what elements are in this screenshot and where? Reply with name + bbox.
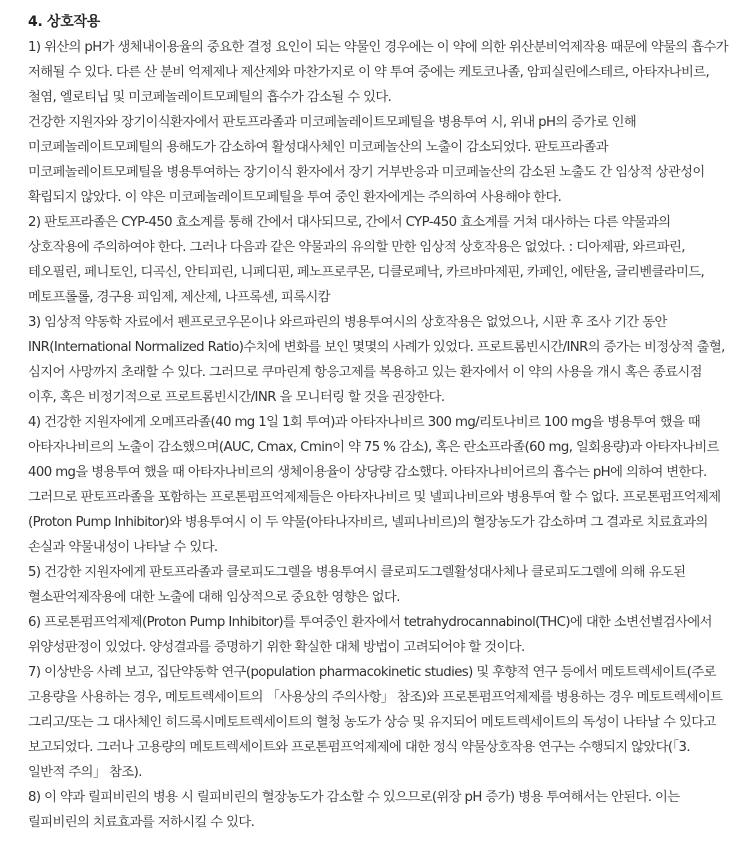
- paragraph-7-methotrexate: 7) 이상반응 사례 보고, 집단약동학 연구(population pharmacokinetic studies) 및 후향적 연구 등에서 메토트렉세이트(주로 고용량을 사용하는 경우, 메토트렉세이트의 「사용상의 주의사항」 참조)와 프로톤펌프억제제를 병용하는 경우 메토트렉세이트 그리고/또는 그 대사체인 히드록시메토트렉세이트의 혈청 농도가 상승 및 유지되어 메토트렉세이트의 독성이 나타날 수 있다고 보고되었다. 그러나 고용량의 메토트렉세이트와 프로톤펌프억제제에 대한 정식 약물상호작용 연구는 수행되지 않았다(「3. 일반적 주의」 참조).: [28, 665, 723, 780]
- paragraph-8-rilpivirine: 8) 이 약과 릴피비린의 병용 시 릴피비린의 혈장농도가 감소할 수 있으므로(위장 pH 증가) 병용 투여해서는 안된다. 이는 릴피비린의 치료효과를 저하시킬 수 있다.: [28, 790, 680, 830]
- paragraph-3-inr: 3) 임상적 약동학 자료에서 펜프로코우몬이나 와르파린의 병용투여시의 상호작용은 없었으나, 시판 후 조사 기간 동안 INR(International Normalized Ratio)수치에 변화를 보인 몇몇의 사례가 있었다. 프로트롬빈시간/INR의 증가는 비정상적 출혈, 심지어 사망까지 초래할 수 있다. 그러므로 쿠마린계 항응고제를 복용하고 있는 환자에서 이 약의 사용을 개시 혹은 종료시점 이후, 혹은 비정기적으로 프로트롬빈시간/INR 을 모니터링 할 것을 권장한다.: [28, 315, 725, 405]
- paragraph-4-atazanavir: 4) 건강한 지원자에게 오메프라졸(40 mg 1일 1회 투여)과 아타자나비르 300 mg/리토나비르 100 mg을 병용투여 했을 때 아타자나비르의 노출이 감소했으며(AUC, Cmax, Cmin이 약 75 % 감소), 혹은 란소프라졸(60 mg, 일회용량)과 아타자나비르 400 mg을 병용투여 했을 때 아타자나비르의 생체이용율이 상당량 감소했다. 아타자나비어르의 흡수는 pH에 의하여 변한다. 그러므로 판토프라졸을 포함하는 프로톤펌프억제제들은 아타자나비르 및 넬피나비르와 병용투여 할 수 없다. 프로톤펌프억제제(Proton Pump Inhibitor)와 병용투여시 이 두 약물(아타나자비르, 넬피나비르)의 혈장농도가 감소하며 그 결과로 치료효과의 손실과 약물내성이 나타날 수 있다.: [28, 415, 721, 555]
- paragraph-6-thc: 6) 프로톤펌프억제제(Proton Pump Inhibitor)를 투여중인 환자에서 tetrahydrocannabinol(THC)에 대한 소변선별검사에서 위양성판정이 있었다. 양성결과를 증명하기 위한 확실한 대체 방법이 고려되어야 할 것이다.: [28, 615, 712, 655]
- paragraph-5-clopidogrel: 5) 건강한 지원자에게 판토프라졸과 클로피도그렐을 병용투여시 클로피도그렐활성대사체나 클로피도그렐에 의해 유도된 혈소판억제작용에 대한 노출에 대해 임상적으로 중요한 영향은 없다.: [28, 565, 686, 605]
- paragraph-1-ph-absorption: 1) 위산의 pH가 생체내이용율의 중요한 결정 요인이 되는 약물인 경우에는 이 약에 의한 위산분비억제작용 때문에 약물의 흡수가 저해될 수 있다. 다른 산 분비 억제제나 제산제와 마찬가지로 이 약 투여 중에는 케토코나졸, 암피실린에스테르, 아타자나비르, 철염, 엘로티닙 및 미코페놀레이트모페틸의 흡수가 감소될 수 있다.: [28, 40, 728, 105]
- paragraph-2-cyp450: 2) 판토프라졸은 CYP-450 효소계를 통해 간에서 대사되므로, 간에서 CYP-450 효소계를 거쳐 대사하는 다른 약물과의 상호작용에 주의하여야 한다. 그러나 다음과 같은 약물과의 유의할 만한 임상적 상호작용은 없었다. : 디아제팜, 와르파린, 테오필린, 페니토인, 디곡신, 안티피린, 니페디핀, 페노프로쿠몬, 디클로페낙, 카르바마제핀, 카페인, 에탄올, 글리벤클라미드, 메토프롤롤, 경구용 피임제, 제산제, 나프록센, 피록시캄: [28, 215, 705, 305]
- paragraph-mycophenolate: 건강한 지원자와 장기이식환자에서 판토프라졸과 미코페놀레이트모페틸을 병용투여 시, 위내 pH의 증가로 인해 미코페놀레이트모페틸의 용해도가 감소하여 활성대사체인 미코페놀산의 노출이 감소되었다. 판토프라졸과 미코페놀레이트모페틸을 병용투여하는 장기이식 환자에서 장기 거부반응과 미코페놀산의 감소된 노출도 간 임상적 상관성이 확립되지 않았다. 이 약은 미코페놀레이트모페틸을 투여 중인 환자에게는 주의하여 사용해야 한다.: [28, 115, 705, 205]
- section-heading: 4. 상호작용: [28, 14, 100, 30]
